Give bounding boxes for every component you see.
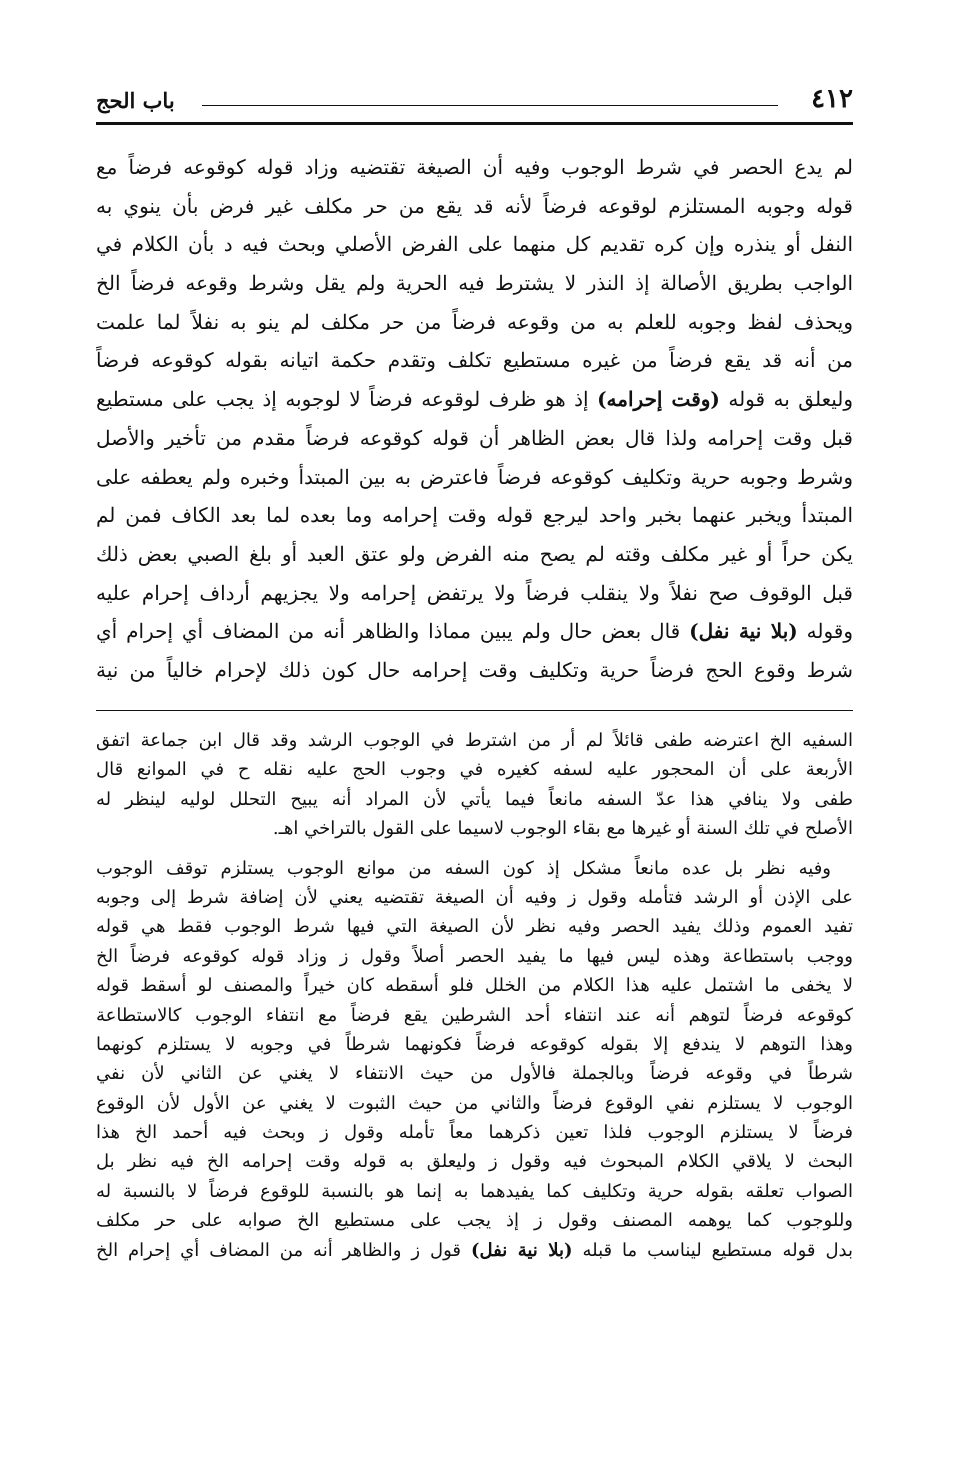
main-line: الواجب بطريق الأصالة إذ النذر لا يشترط فيه الحرية ولم يقل وشرط وقوعه فرضاً الخ <box>96 271 853 296</box>
footnote-line: تفيد العموم وذلك يفيد الحصر وفيه نظر لأن الصيغة التي فيها شرط الوجوب فقط هي قوله <box>96 916 853 938</box>
footnote-line: الوجوب لا يستلزم نفي الوقوع فرضاً والثاني من حيث الثبوت لا يغني عن الأول لأن الوقوع <box>96 1092 853 1114</box>
page-number: ٤١٢ <box>811 84 853 114</box>
main-line: قبل وقت إحرامه ولذا قال بعض الظاهر أن قوله كوقوعه فرضاً مقدم من تأخير والأصل <box>96 425 853 450</box>
header-rule <box>96 122 853 125</box>
footnote-line: شرطاً في وقوعه فرضاً وبالجملة فالأول من حيث الانتفاء لا يغني عن الثاني لأن نفي <box>96 1063 853 1085</box>
footnote-line: على الإذن أو الرشد فتأمله وقول ز وفيه أن الصيغة تقتضيه يعني لأن إضافة شرط إلى وجوبه <box>96 886 853 908</box>
header-dash-line <box>202 105 778 106</box>
main-line: وليعلق به قوله (وقت إحرامه) إذ هو ظرف لوقوعه فرضاً لا لوجوبه إذ يجب على مستطيع <box>96 387 853 412</box>
footnote-line: وللوجوب كما يوهمه المصنف وقول ز إذ يجب على مستطيع الخ صوابه على حر مكلف <box>96 1210 853 1232</box>
footnote-rule <box>96 710 853 711</box>
main-line: من أنه قد يقع فرضاً من غيره مستطيع تكلف وتقدم حكمة اتيانه بقوله كوقوعه فرضاً <box>96 348 853 373</box>
page-header <box>96 82 853 122</box>
main-line: لم يدع الحصر في شرط الوجوب وفيه أن الصيغة تقتضيه وزاد قوله كوقوعه فرضاً مع <box>96 155 853 179</box>
footnote-line: طفى ولا ينافي هذا عدّ السفه مانعاً فيما يأتي لأن المراد أنه يبيح التحلل لوليه لينظر له <box>96 788 853 810</box>
footnote-line: البحث لا يلاقي الكلام المبحوث فيه وقول ز وليعلق به قوله وقت إحرامه الخ فيه نظر بل <box>96 1151 853 1173</box>
main-line: النفل أو ينذره وإن كره تقديم كل منهما على الفرض الأصلي وبحث فيه د بأن الكلام في <box>96 232 853 257</box>
main-text <box>96 148 853 690</box>
footnote-text <box>96 726 853 1265</box>
footnote-line: بدل قوله مستطيع ليناسب ما قبله (بلا نية نفل) قول ز والظاهر أنه من المضاف أي إحرام الخ <box>96 1239 853 1261</box>
main-line: قوله وجوبه المستلزم لوقوعه فرضاً لأنه قد يقع من حر مكلف غير فرض بأن ينوي به <box>96 193 853 218</box>
footnote-line: الأصلح في تلك السنة أو غيرها مع بقاء الوجوب لاسيما على القول بالتراخي اهـ. <box>272 818 853 840</box>
footnote-line: ووجب باستطاعة وهذه ليس فيها ما يفيد الحصر أصلاً وقول ز وزاد قوله كوقوعه فرضاً الخ <box>96 945 853 967</box>
main-line: شرط وقوع الحج فرضاً حرية وتكليف وقت إحرامه حال كون ذلك لإحرام خالياً من نية <box>96 657 853 682</box>
footnote-line: لا يخفى ما اشتمل عليه هذا الكلام من الخلل فلو أسقطه كان خيراً والمصنف لو أسقط قوله <box>96 975 853 997</box>
footnote-line: وهذا التوهم لا يندفع إلا بقوله كوقوعه فرضاً فكونهما شرطاً في وجوبه لا يستلزم كونهما <box>96 1033 853 1055</box>
main-line: وقوله (بلا نية نفل) قال بعض حال ولم يبين مماذا والظاهر أنه من المضاف أي إحرام أي <box>96 619 853 644</box>
quoted-matn: (بلا نية نفل) <box>470 1239 573 1261</box>
footnote-line: كوقوعه فرضاً لتوهم أنه عند انتفاء أحد الشرطين يقع فرضاً مع انتفاء الوجوب كالاستطاعة <box>96 1004 853 1026</box>
main-line: المبتدأ ويخبر عنهما بخبر واحد ليرجع قوله وقت إحرامه وما بعده لما بعد الكاف فمن لم <box>96 503 853 528</box>
footnote-line: فرضاً لا يستلزم الوجوب فلذا تعين ذكرهما معاً تأمله وقول ز وبحث فيه أحمد الخ هذا <box>96 1122 853 1144</box>
main-line: ويحذف لفظ وجوبه للعلم به من وقوعه فرضاً من حر مكلف لم ينو به نفلاً لما علمت <box>96 309 853 334</box>
quoted-matn: (بلا نية نفل) <box>689 619 798 644</box>
quoted-matn: (وقت إحرامه) <box>597 387 720 412</box>
footnote-line: السفيه الخ اعترضه طفى قائلاً لم أر من اشترط في الوجوب الرشد وقد قال ابن جماعة اتفق <box>96 730 853 751</box>
footnote-line: وفيه نظر بل عده مانعاً مشكل إذ كون السفه من موانع الوجوب يستلزم توقف الوجوب <box>96 857 831 879</box>
main-line: وشرط وجوبه حرية وتكليف كوقوعه فرضاً فاعترض به بين المبتدأ وخبره ولم يعطفه على <box>96 464 853 489</box>
main-line: قبل الوقوف صح نفلاً ولا ينقلب فرضاً ولا يرتفض إحرامه ولا يجزيهم أرداف إحرام عليه <box>96 580 853 605</box>
running-title: باب الحج <box>96 88 175 113</box>
footnote-line: الصواب تعلقه بقوله حرية وتكليف كما يفيدهما به إنما هو بالنسبة للوقوع فرضاً لا بالنسبة له <box>96 1180 853 1202</box>
main-line: يكن حراً أو غير مكلف وقته لم يصح منه الفرض ولو عتق العبد أو بلغ الصبي بعض ذلك <box>96 541 853 566</box>
footnote-line: الأربعة على أن المحجور عليه لسفه كغيره في وجوب الحج عليه نقله ح في الموانع قال <box>96 759 853 781</box>
